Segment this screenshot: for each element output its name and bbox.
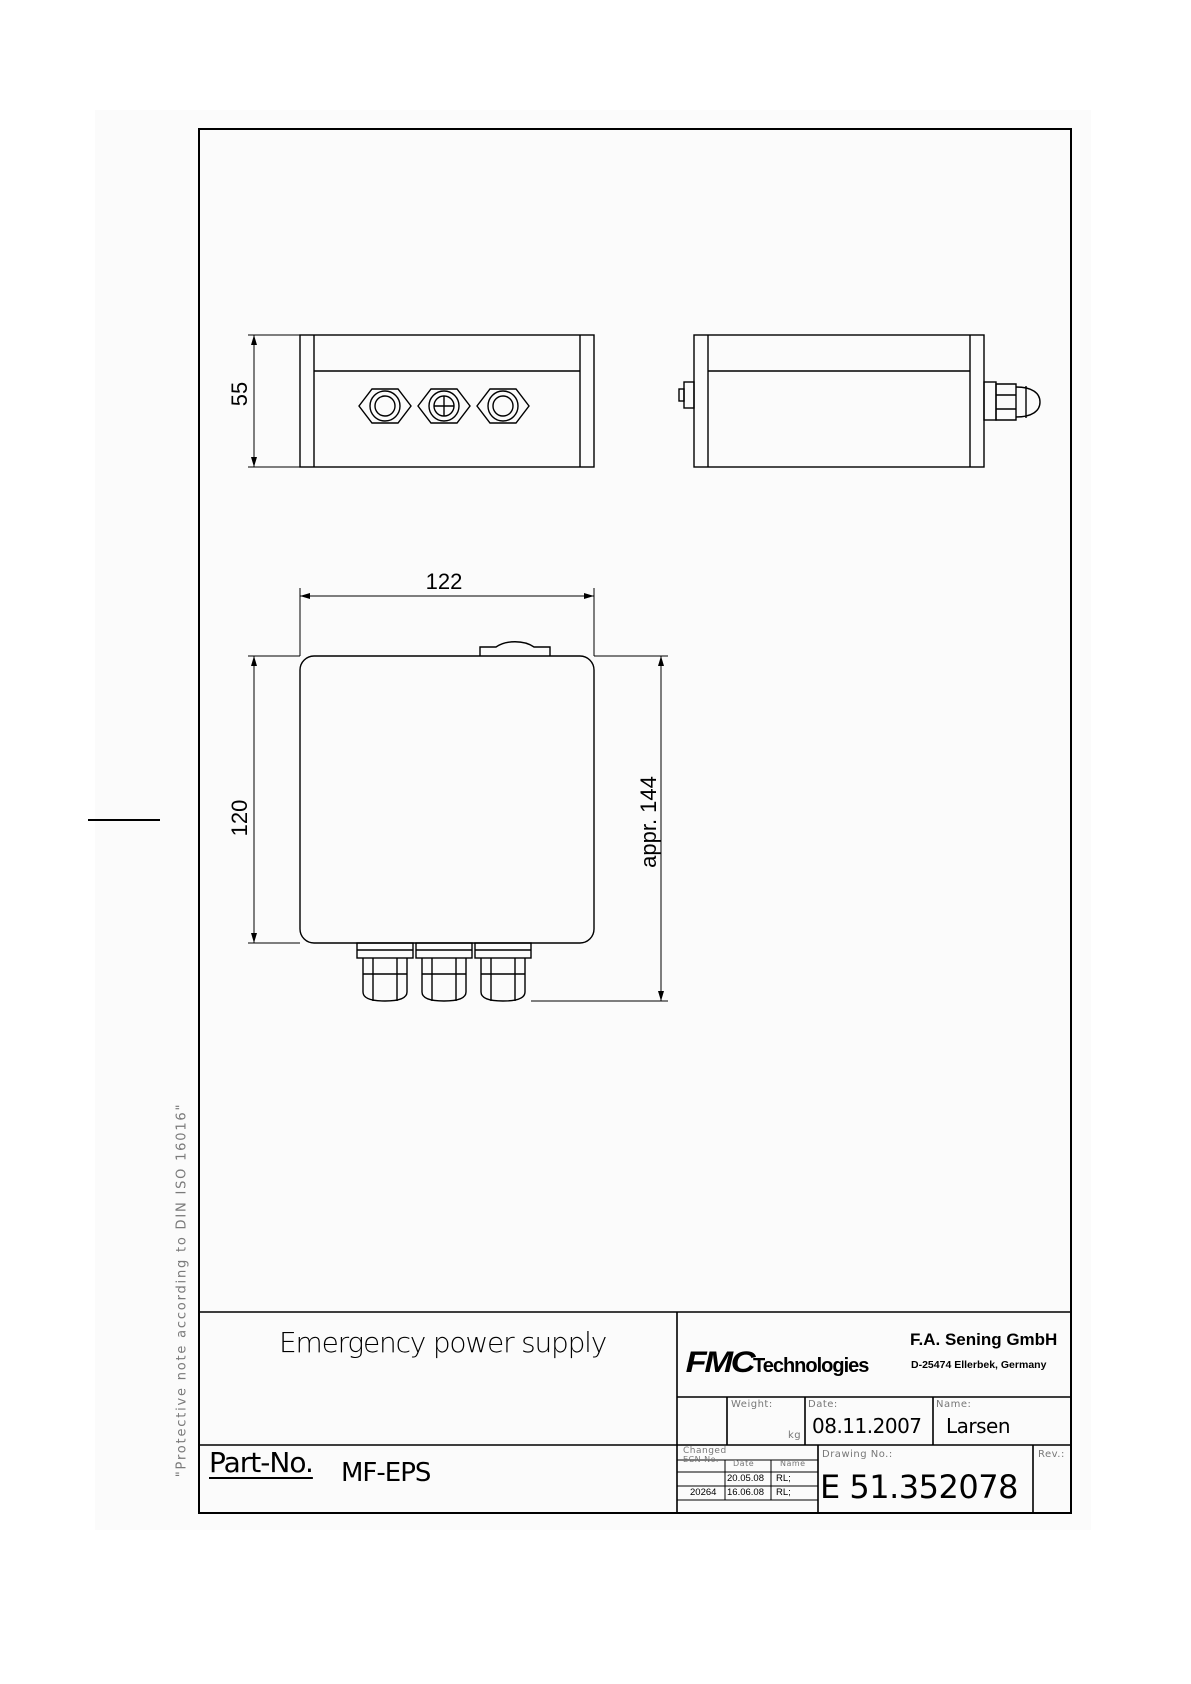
date-value: 08.11.2007	[812, 1414, 922, 1438]
dim-top-width: 122	[425, 569, 463, 594]
dim-top-height: 120	[227, 799, 252, 837]
ecn-label: ECN No.	[683, 1455, 719, 1464]
bottom-gland-1	[357, 943, 413, 1001]
bottom-gland-2	[416, 943, 472, 1001]
revision-2-ecn: 20264	[690, 1487, 717, 1498]
dim-front-height: 55	[227, 381, 252, 407]
revision-2-name: RL;	[776, 1487, 791, 1498]
name-value: Larsen	[946, 1414, 1011, 1438]
bottom-gland-3	[475, 943, 531, 1001]
revision-name-label: Name	[780, 1459, 806, 1468]
fmc-logo-text: Technologies	[752, 1355, 869, 1377]
revision-1-date: 20.05.08	[727, 1473, 764, 1484]
drawing-no-label: Drawing No.:	[822, 1449, 893, 1460]
weight-unit: kg	[788, 1430, 802, 1441]
fmc-logo	[685, 1346, 869, 1380]
dim-overall-height: appr. 144	[636, 776, 661, 868]
front-view	[300, 335, 594, 467]
name-label: Name:	[936, 1399, 972, 1410]
drawing-no-value: E 51.352078	[820, 1468, 1018, 1506]
top-view	[300, 642, 594, 1001]
front-gland-middle	[418, 389, 470, 423]
part-no-label: Part-No.	[209, 1446, 313, 1479]
date-label: Date:	[808, 1399, 838, 1410]
rev-label: Rev.:	[1038, 1449, 1065, 1460]
changed-label: Changed	[683, 1446, 727, 1456]
revision-1-name: RL;	[776, 1473, 791, 1484]
front-gland-right	[477, 389, 529, 423]
part-no-value: MF-EPS	[341, 1458, 431, 1488]
drawing-title: Emergency power supply	[279, 1326, 607, 1359]
front-gland-left	[359, 389, 411, 423]
company-address: D-25474 Ellerbek, Germany	[911, 1359, 1047, 1371]
fmc-logo-mark: FMC	[685, 1346, 754, 1379]
revision-2-date: 16.06.08	[727, 1487, 764, 1498]
company-name: F.A. Sening GmbH	[910, 1330, 1058, 1349]
side-view	[679, 335, 1040, 467]
weight-label: Weight:	[731, 1399, 773, 1410]
revision-date-label: Date	[733, 1459, 755, 1468]
